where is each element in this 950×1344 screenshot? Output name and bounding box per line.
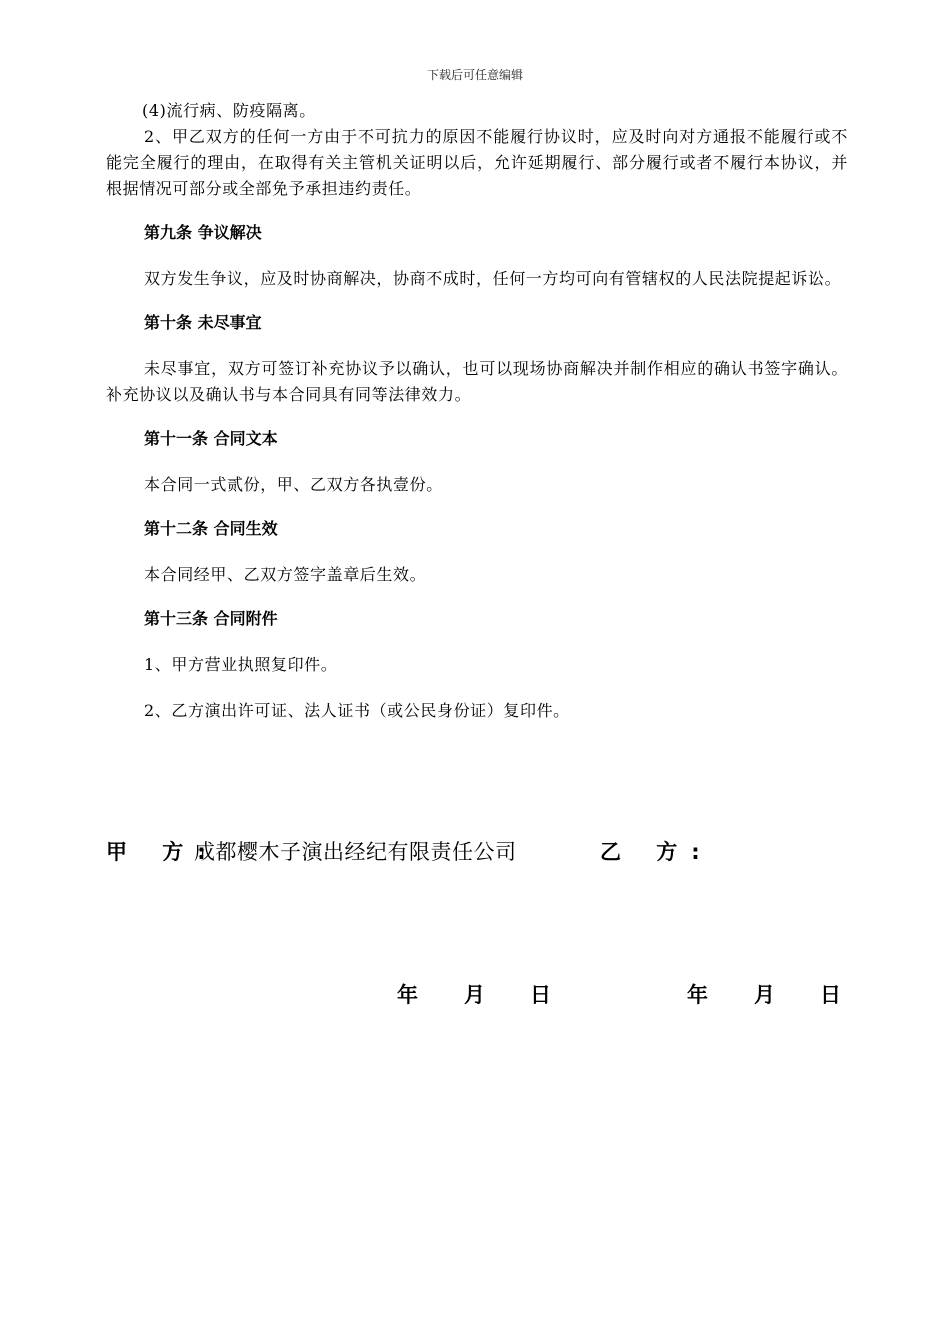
article-13-heading: 第十三条 合同附件 <box>144 609 278 628</box>
article-10-body: 未尽事宜，双方可签订补充协议予以确认，也可以现场协商解决并制作相应的确认书签字确认。补充协议以及确认书与本合同具有同等法律效力。 <box>106 359 848 404</box>
article-12-heading: 第十二条 合同生效 <box>144 519 278 538</box>
article-9-heading: 第九条 争议解决 <box>144 223 262 242</box>
party-a-date-month: 月 <box>464 983 485 1007</box>
signature-row <box>106 836 848 868</box>
page-header: 下载后可任意编辑 <box>426 68 523 82</box>
attachment-item-1: 1、甲方营业执照复印件。 <box>144 655 338 674</box>
force-majeure-clause-2: 2、甲乙双方的任何一方由于不可抗力的原因不能履行协议时，应及时向对方通报不能履行或不能完全履行的理由，在取得有关主管机关证明以后，允许延期履行、部分履行或者不履行本协议，并根据情况可部分或全部免予承担违约责任。 <box>106 127 848 198</box>
party-b-label: 乙 方: <box>600 840 714 864</box>
article-10-heading: 第十条 未尽事宜 <box>144 313 262 332</box>
party-a-name: 成都樱木子演出经纪有限责任公司 <box>194 840 517 864</box>
contract-body <box>106 98 848 724</box>
party-a-date-year: 年 <box>397 983 418 1007</box>
party-a-date <box>397 978 557 1012</box>
party-b-date <box>687 978 847 1012</box>
party-a-date-day: 日 <box>530 983 551 1007</box>
article-11-heading: 第十一条 合同文本 <box>144 429 278 448</box>
attachment-item-2: 2、乙方演出许可证、法人证书（或公民身份证）复印件。 <box>144 701 570 720</box>
force-majeure-item-4: (4)流行病、防疫隔离。 <box>142 101 316 120</box>
party-b-date-day: 日 <box>820 983 841 1007</box>
article-9-body: 双方发生争议，应及时协商解决，协商不成时，任何一方均可向有管辖权的人民法院提起诉讼。 <box>144 269 842 288</box>
party-b-date-month: 月 <box>754 983 775 1007</box>
party-b-date-year: 年 <box>687 983 708 1007</box>
article-12-body: 本合同经甲、乙双方签字盖章后生效。 <box>144 565 427 584</box>
party-a-label: 甲 方: <box>106 840 220 864</box>
article-11-body: 本合同一式贰份，甲、乙双方各执壹份。 <box>144 475 443 494</box>
